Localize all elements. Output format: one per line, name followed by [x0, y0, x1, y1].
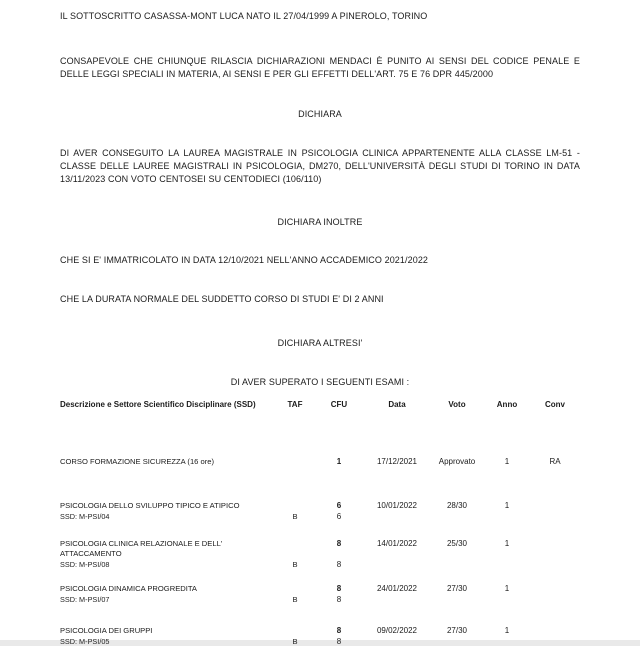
taf-cell — [278, 457, 312, 467]
heading-dichiara-inoltre: DICHIARA INOLTRE — [277, 217, 363, 227]
course-ssd: SSD: M-PSI/05 — [60, 636, 110, 646]
cfu-earned: 8 — [336, 626, 342, 635]
exam-grade: 25/30 — [446, 539, 468, 548]
table-row — [60, 501, 582, 521]
cfu-earned: 8 — [336, 584, 342, 593]
course-ssd: SSD: M-PSI/04 — [60, 511, 110, 521]
cfu-cell — [312, 626, 366, 646]
exam-grade: 27/30 — [446, 584, 468, 593]
taf-cell: B — [292, 512, 298, 522]
exams-intro-line: DI AVER SUPERATO I SEGUENTI ESAMI : — [230, 377, 410, 387]
course-name: PSICOLOGIA DELLO SVILUPPO TIPICO E ATIPICO — [60, 501, 240, 510]
taf-cell: B — [292, 637, 298, 646]
exam-grade: 27/30 — [446, 626, 468, 635]
exam-year: 1 — [504, 626, 510, 635]
exam-date: 24/01/2022 — [376, 584, 418, 593]
course-name: PSICOLOGIA CLINICA RELAZIONALE E DELL' ATTACCAMENTO — [60, 539, 223, 558]
header-cfu: CFU — [330, 400, 348, 409]
cfu-earned: 8 — [336, 539, 342, 548]
table-row — [60, 626, 582, 646]
course-ssd: SSD: M-PSI/07 — [60, 594, 110, 604]
cfu-weight: 8 — [336, 560, 342, 570]
header-description: Descrizione e Settore Scientifico Disciplinare (SSD) — [60, 400, 256, 409]
cfu-earned: 1 — [336, 457, 342, 466]
header-data: Data — [388, 400, 406, 409]
declarant-intro-line: IL SOTTOSCRITTO CASASSA-MONT LUCA NATO IL 27/04/1999 A PINEROLO, TORINO — [60, 11, 428, 21]
matriculation-line: CHE SI E' IMMATRICOLATO IN DATA 12/10/2021 NELL'ANNO ACCADEMICO 2021/2022 — [60, 255, 429, 265]
header-anno: Anno — [496, 400, 518, 409]
exam-date: 09/02/2022 — [376, 626, 418, 635]
exam-date: 14/01/2022 — [376, 539, 418, 548]
cfu-cell — [312, 457, 366, 467]
cfu-cell — [312, 584, 366, 604]
header-taf: TAF — [287, 400, 303, 409]
heading-dichiara-altresi: DICHIARA ALTRESI' — [277, 338, 363, 348]
taf-cell: B — [292, 560, 298, 570]
degree-paragraph: DI AVER CONSEGUITO LA LAUREA MAGISTRALE IN PSICOLOGIA CLINICA APPARTENENTE ALLA CLASSE LM-51 - CLASSE DELLE LAUREE MAGISTRALI IN PSICOLOGIA, DM270, DELL'UNIVERSITÀ DEGLI STUDI DI TORINO IN DATA 13/11/2023 CON VOTO CENTOSEI SU CENTODIECI (106/110) — [60, 148, 580, 185]
exam-date: 17/12/2021 — [376, 457, 418, 466]
exam-year: 1 — [504, 539, 510, 548]
cfu-weight: 8 — [336, 637, 342, 646]
exam-year: 1 — [504, 501, 510, 510]
exams-table-header — [60, 400, 582, 410]
taf-cell: B — [292, 595, 298, 605]
course-ssd: SSD: M-PSI/08 — [60, 559, 110, 569]
cfu-cell — [312, 501, 366, 521]
cfu-cell — [312, 539, 366, 569]
course-name: CORSO FORMAZIONE SICUREZZA (16 ore) — [60, 457, 215, 466]
exam-grade: 28/30 — [446, 501, 468, 510]
legal-warning-paragraph: CONSAPEVOLE CHE CHIUNQUE RILASCIA DICHIARAZIONI MENDACI È PUNITO AI SENSI DEL CODICE PENALE E DELLE LEGGI SPECIALI IN MATERIA, AI SENSI E PER GLI EFFETTI DELL'ART. 75 E 76 DPR 445/2000 — [60, 56, 580, 80]
table-row — [60, 457, 582, 467]
exam-date: 10/01/2022 — [376, 501, 418, 510]
course-duration-line: CHE LA DURATA NORMALE DEL SUDDETTO CORSO DI STUDI E' DI 2 ANNI — [60, 294, 384, 304]
exam-conv: RA — [549, 457, 561, 466]
course-name: PSICOLOGIA DINAMICA PROGREDITA — [60, 584, 197, 593]
heading-dichiara: DICHIARA — [298, 109, 342, 119]
exam-year: 1 — [504, 584, 510, 593]
cfu-weight: 6 — [336, 512, 342, 522]
table-row — [60, 539, 582, 569]
cfu-weight: 8 — [336, 595, 342, 605]
table-row — [60, 584, 582, 604]
exam-year: 1 — [504, 457, 510, 466]
course-name: PSICOLOGIA DEI GRUPPI — [60, 626, 153, 635]
cfu-earned: 6 — [336, 501, 342, 510]
exam-grade: Approvato — [438, 457, 476, 466]
header-voto: Voto — [448, 400, 466, 409]
header-conv: Conv — [545, 400, 565, 409]
